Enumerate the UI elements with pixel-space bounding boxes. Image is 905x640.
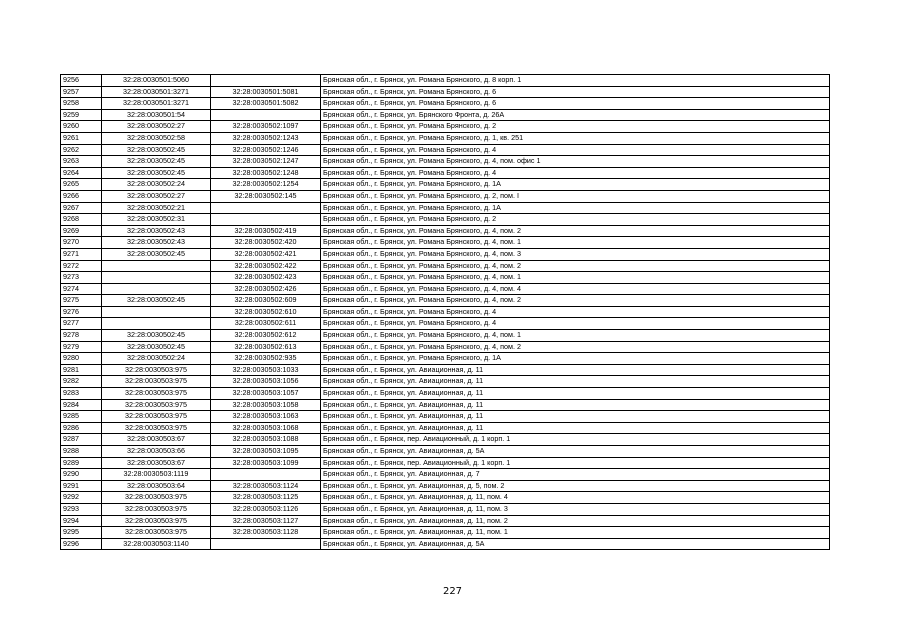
address-cell: Брянская обл., г. Брянск, ул. Брянского Фронта, д. 26А — [321, 109, 830, 121]
address-cell: Брянская обл., г. Брянск, ул. Авиационная, д. 5А — [321, 538, 830, 550]
row-number-cell: 9274 — [61, 283, 102, 295]
table-row — [61, 202, 830, 214]
table-row — [61, 330, 830, 342]
table-row — [61, 156, 830, 168]
cadastral-number-cell: 32:28:0030503:66 — [102, 446, 211, 458]
object-cadastral-number-cell: 32:28:0030503:1099 — [211, 457, 321, 469]
cadastral-number-cell: 32:28:0030502:58 — [102, 132, 211, 144]
object-cadastral-number-cell: 32:28:0030502:421 — [211, 248, 321, 260]
table-row — [61, 144, 830, 156]
row-number-cell: 9277 — [61, 318, 102, 330]
cadastral-number-cell: 32:28:0030503:1140 — [102, 538, 211, 550]
cadastral-number-cell: 32:28:0030503:975 — [102, 411, 211, 423]
object-cadastral-number-cell: 32:28:0030502:610 — [211, 306, 321, 318]
row-number-cell: 9256 — [61, 75, 102, 87]
object-cadastral-number-cell: 32:28:0030502:613 — [211, 341, 321, 353]
table-row — [61, 538, 830, 550]
address-cell: Брянская обл., г. Брянск, ул. Романа Брянского, д. 4, пом. 1 — [321, 330, 830, 342]
cadastral-number-cell — [102, 260, 211, 272]
table-row — [61, 376, 830, 388]
table-row — [61, 527, 830, 539]
row-number-cell: 9281 — [61, 364, 102, 376]
object-cadastral-number-cell: 32:28:0030503:1095 — [211, 446, 321, 458]
object-cadastral-number-cell: 32:28:0030503:1124 — [211, 480, 321, 492]
cadastral-number-cell: 32:28:0030503:975 — [102, 492, 211, 504]
address-cell: Брянская обл., г. Брянск, ул. Авиационная, д. 11 — [321, 411, 830, 423]
object-cadastral-number-cell: 32:28:0030503:1068 — [211, 422, 321, 434]
row-number-cell: 9257 — [61, 86, 102, 98]
row-number-cell: 9283 — [61, 388, 102, 400]
cadastral-number-cell: 32:28:0030501:5060 — [102, 75, 211, 87]
cadastral-number-cell: 32:28:0030503:975 — [102, 376, 211, 388]
address-cell: Брянская обл., г. Брянск, ул. Романа Брянского, д. 1А — [321, 202, 830, 214]
row-number-cell: 9270 — [61, 237, 102, 249]
row-number-cell: 9279 — [61, 341, 102, 353]
object-cadastral-number-cell — [211, 75, 321, 87]
cadastral-number-cell: 32:28:0030502:45 — [102, 167, 211, 179]
row-number-cell: 9267 — [61, 202, 102, 214]
cadastral-number-cell: 32:28:0030503:67 — [102, 457, 211, 469]
object-cadastral-number-cell: 32:28:0030501:5081 — [211, 86, 321, 98]
row-number-cell: 9259 — [61, 109, 102, 121]
table-row — [61, 318, 830, 330]
cadastral-number-cell: 32:28:0030502:43 — [102, 225, 211, 237]
row-number-cell: 9290 — [61, 469, 102, 481]
address-cell: Брянская обл., г. Брянск, ул. Романа Брянского, д. 4 — [321, 318, 830, 330]
row-number-cell: 9265 — [61, 179, 102, 191]
row-number-cell: 9287 — [61, 434, 102, 446]
row-number-cell: 9288 — [61, 446, 102, 458]
row-number-cell: 9272 — [61, 260, 102, 272]
registry-table — [60, 74, 830, 550]
object-cadastral-number-cell: 32:28:0030501:5082 — [211, 98, 321, 110]
cadastral-number-cell: 32:28:0030501:3271 — [102, 86, 211, 98]
address-cell: Брянская обл., г. Брянск, ул. Романа Брянского, д. 1А — [321, 353, 830, 365]
address-cell: Брянская обл., г. Брянск, ул. Романа Брянского, д. 4, пом. 4 — [321, 283, 830, 295]
cadastral-number-cell: 32:28:0030503:975 — [102, 364, 211, 376]
row-number-cell: 9284 — [61, 399, 102, 411]
table-row — [61, 98, 830, 110]
address-cell: Брянская обл., г. Брянск, ул. Романа Брянского, д. 4 — [321, 306, 830, 318]
address-cell: Брянская обл., г. Брянск, ул. Романа Брянского, д. 4, пом. 2 — [321, 225, 830, 237]
row-number-cell: 9262 — [61, 144, 102, 156]
cadastral-number-cell: 32:28:0030502:27 — [102, 121, 211, 133]
object-cadastral-number-cell: 32:28:0030502:1254 — [211, 179, 321, 191]
object-cadastral-number-cell: 32:28:0030502:422 — [211, 260, 321, 272]
object-cadastral-number-cell: 32:28:0030502:419 — [211, 225, 321, 237]
object-cadastral-number-cell: 32:28:0030502:1247 — [211, 156, 321, 168]
page-number: 227 — [442, 586, 463, 597]
object-cadastral-number-cell: 32:28:0030503:1125 — [211, 492, 321, 504]
table-row — [61, 283, 830, 295]
object-cadastral-number-cell: 32:28:0030502:612 — [211, 330, 321, 342]
cadastral-number-cell: 32:28:0030503:975 — [102, 527, 211, 539]
object-cadastral-number-cell: 32:28:0030503:1056 — [211, 376, 321, 388]
table-row — [61, 248, 830, 260]
table-row — [61, 295, 830, 307]
address-cell: Брянская обл., г. Брянск, ул. Авиационная, д. 11, пом. 4 — [321, 492, 830, 504]
table-row — [61, 353, 830, 365]
table-row — [61, 480, 830, 492]
object-cadastral-number-cell: 32:28:0030502:935 — [211, 353, 321, 365]
row-number-cell: 9291 — [61, 480, 102, 492]
cadastral-number-cell: 32:28:0030502:21 — [102, 202, 211, 214]
address-cell: Брянская обл., г. Брянск, ул. Романа Брянского, д. 1, кв. 251 — [321, 132, 830, 144]
object-cadastral-number-cell: 32:28:0030502:609 — [211, 295, 321, 307]
table-row — [61, 260, 830, 272]
cadastral-number-cell: 32:28:0030502:45 — [102, 144, 211, 156]
row-number-cell: 9261 — [61, 132, 102, 144]
object-cadastral-number-cell: 32:28:0030502:426 — [211, 283, 321, 295]
table-row — [61, 132, 830, 144]
cadastral-number-cell — [102, 283, 211, 295]
row-number-cell: 9266 — [61, 190, 102, 202]
table-row — [61, 399, 830, 411]
table-body — [61, 75, 830, 550]
table-row — [61, 179, 830, 191]
address-cell: Брянская обл., г. Брянск, ул. Авиационная, д. 11 — [321, 364, 830, 376]
table-row — [61, 75, 830, 87]
row-number-cell: 9296 — [61, 538, 102, 550]
address-cell: Брянская обл., г. Брянск, ул. Авиационная, д. 5, пом. 2 — [321, 480, 830, 492]
object-cadastral-number-cell: 32:28:0030502:1097 — [211, 121, 321, 133]
cadastral-number-cell: 32:28:0030503:975 — [102, 399, 211, 411]
cadastral-number-cell: 32:28:0030502:24 — [102, 179, 211, 191]
address-cell: Брянская обл., г. Брянск, ул. Романа Брянского, д. 4 — [321, 144, 830, 156]
address-cell: Брянская обл., г. Брянск, ул. Авиационная, д. 11 — [321, 388, 830, 400]
row-number-cell: 9273 — [61, 272, 102, 284]
object-cadastral-number-cell: 32:28:0030503:1058 — [211, 399, 321, 411]
address-cell: Брянская обл., г. Брянск, ул. Романа Брянского, д. 4, пом. 2 — [321, 260, 830, 272]
row-number-cell: 9275 — [61, 295, 102, 307]
cadastral-number-cell — [102, 318, 211, 330]
row-number-cell: 9289 — [61, 457, 102, 469]
cadastral-number-cell: 32:28:0030502:45 — [102, 156, 211, 168]
address-cell: Брянская обл., г. Брянск, ул. Романа Брянского, д. 6 — [321, 98, 830, 110]
cadastral-number-cell: 32:28:0030501:3271 — [102, 98, 211, 110]
address-cell: Брянская обл., г. Брянск, ул. Романа Брянского, д. 4, пом. 1 — [321, 272, 830, 284]
address-cell: Брянская обл., г. Брянск, ул. Авиационная, д. 11 — [321, 399, 830, 411]
table-row — [61, 422, 830, 434]
table-row — [61, 341, 830, 353]
object-cadastral-number-cell: 32:28:0030502:1246 — [211, 144, 321, 156]
object-cadastral-number-cell: 32:28:0030502:1243 — [211, 132, 321, 144]
address-cell: Брянская обл., г. Брянск, пер. Авиационный, д. 1 корп. 1 — [321, 457, 830, 469]
address-cell: Брянская обл., г. Брянск, пер. Авиационный, д. 1 корп. 1 — [321, 434, 830, 446]
address-cell: Брянская обл., г. Брянск, ул. Авиационная, д. 11, пом. 1 — [321, 527, 830, 539]
table-row — [61, 109, 830, 121]
address-cell: Брянская обл., г. Брянск, ул. Романа Брянского, д. 2, пом. I — [321, 190, 830, 202]
cadastral-number-cell: 32:28:0030503:975 — [102, 515, 211, 527]
cadastral-number-cell: 32:28:0030503:64 — [102, 480, 211, 492]
object-cadastral-number-cell — [211, 202, 321, 214]
table-row — [61, 364, 830, 376]
table-row — [61, 86, 830, 98]
address-cell: Брянская обл., г. Брянск, ул. Авиационная, д. 11, пом. 2 — [321, 515, 830, 527]
row-number-cell: 9264 — [61, 167, 102, 179]
address-cell: Брянская обл., г. Брянск, ул. Романа Брянского, д. 2 — [321, 121, 830, 133]
table-row — [61, 272, 830, 284]
cadastral-number-cell: 32:28:0030502:24 — [102, 353, 211, 365]
row-number-cell: 9286 — [61, 422, 102, 434]
object-cadastral-number-cell: 32:28:0030503:1057 — [211, 388, 321, 400]
cadastral-number-cell: 32:28:0030502:45 — [102, 295, 211, 307]
address-cell: Брянская обл., г. Брянск, ул. Романа Брянского, д. 1А — [321, 179, 830, 191]
object-cadastral-number-cell: 32:28:0030502:423 — [211, 272, 321, 284]
row-number-cell: 9263 — [61, 156, 102, 168]
table-row — [61, 167, 830, 179]
cadastral-number-cell: 32:28:0030502:31 — [102, 214, 211, 226]
object-cadastral-number-cell — [211, 214, 321, 226]
row-number-cell: 9293 — [61, 503, 102, 515]
table-row — [61, 121, 830, 133]
table-row — [61, 434, 830, 446]
address-cell: Брянская обл., г. Брянск, ул. Авиационная, д. 11 — [321, 376, 830, 388]
table-row — [61, 457, 830, 469]
object-cadastral-number-cell: 32:28:0030503:1088 — [211, 434, 321, 446]
cadastral-number-cell: 32:28:0030503:1119 — [102, 469, 211, 481]
address-cell: Брянская обл., г. Брянск, ул. Романа Брянского, д. 4, пом. офис 1 — [321, 156, 830, 168]
row-number-cell: 9269 — [61, 225, 102, 237]
table-row — [61, 469, 830, 481]
address-cell: Брянская обл., г. Брянск, ул. Романа Брянского, д. 4, пом. 2 — [321, 295, 830, 307]
table-row — [61, 446, 830, 458]
row-number-cell: 9278 — [61, 330, 102, 342]
row-number-cell: 9271 — [61, 248, 102, 260]
object-cadastral-number-cell: 32:28:0030503:1063 — [211, 411, 321, 423]
row-number-cell: 9282 — [61, 376, 102, 388]
cadastral-number-cell: 32:28:0030502:43 — [102, 237, 211, 249]
table-row — [61, 411, 830, 423]
object-cadastral-number-cell — [211, 109, 321, 121]
row-number-cell: 9292 — [61, 492, 102, 504]
address-cell: Брянская обл., г. Брянск, ул. Романа Брянского, д. 4, пом. 2 — [321, 341, 830, 353]
cadastral-number-cell — [102, 272, 211, 284]
cadastral-number-cell: 32:28:0030501:54 — [102, 109, 211, 121]
object-cadastral-number-cell: 32:28:0030502:145 — [211, 190, 321, 202]
row-number-cell: 9258 — [61, 98, 102, 110]
table-row — [61, 190, 830, 202]
object-cadastral-number-cell: 32:28:0030502:420 — [211, 237, 321, 249]
row-number-cell: 9294 — [61, 515, 102, 527]
row-number-cell: 9280 — [61, 353, 102, 365]
address-cell: Брянская обл., г. Брянск, ул. Романа Брянского, д. 8 корп. 1 — [321, 75, 830, 87]
row-number-cell: 9285 — [61, 411, 102, 423]
object-cadastral-number-cell: 32:28:0030503:1127 — [211, 515, 321, 527]
table-row — [61, 306, 830, 318]
address-cell: Брянская обл., г. Брянск, ул. Авиационная, д. 11, пом. 3 — [321, 503, 830, 515]
address-cell: Брянская обл., г. Брянск, ул. Романа Брянского, д. 4 — [321, 167, 830, 179]
cadastral-number-cell: 32:28:0030502:45 — [102, 330, 211, 342]
row-number-cell: 9260 — [61, 121, 102, 133]
object-cadastral-number-cell: 32:28:0030502:1248 — [211, 167, 321, 179]
cadastral-number-cell: 32:28:0030502:45 — [102, 248, 211, 260]
cadastral-number-cell — [102, 306, 211, 318]
cadastral-number-cell: 32:28:0030502:27 — [102, 190, 211, 202]
address-cell: Брянская обл., г. Брянск, ул. Авиационная, д. 7 — [321, 469, 830, 481]
cadastral-number-cell: 32:28:0030503:67 — [102, 434, 211, 446]
object-cadastral-number-cell — [211, 469, 321, 481]
cadastral-number-cell: 32:28:0030503:975 — [102, 503, 211, 515]
address-cell: Брянская обл., г. Брянск, ул. Романа Брянского, д. 2 — [321, 214, 830, 226]
table-row — [61, 237, 830, 249]
object-cadastral-number-cell: 32:28:0030503:1128 — [211, 527, 321, 539]
table-row — [61, 492, 830, 504]
address-cell: Брянская обл., г. Брянск, ул. Романа Брянского, д. 6 — [321, 86, 830, 98]
object-cadastral-number-cell: 32:28:0030502:611 — [211, 318, 321, 330]
address-cell: Брянская обл., г. Брянск, ул. Авиационная, д. 5А — [321, 446, 830, 458]
cadastral-number-cell: 32:28:0030503:975 — [102, 422, 211, 434]
table-row — [61, 515, 830, 527]
address-cell: Брянская обл., г. Брянск, ул. Романа Брянского, д. 4, пом. 1 — [321, 237, 830, 249]
object-cadastral-number-cell: 32:28:0030503:1033 — [211, 364, 321, 376]
cadastral-number-cell: 32:28:0030502:45 — [102, 341, 211, 353]
object-cadastral-number-cell: 32:28:0030503:1126 — [211, 503, 321, 515]
row-number-cell: 9295 — [61, 527, 102, 539]
address-cell: Брянская обл., г. Брянск, ул. Романа Брянского, д. 4, пом. 3 — [321, 248, 830, 260]
table-row — [61, 388, 830, 400]
object-cadastral-number-cell — [211, 538, 321, 550]
table-row — [61, 225, 830, 237]
table-row — [61, 214, 830, 226]
cadastral-number-cell: 32:28:0030503:975 — [102, 388, 211, 400]
row-number-cell: 9268 — [61, 214, 102, 226]
row-number-cell: 9276 — [61, 306, 102, 318]
table-row — [61, 503, 830, 515]
address-cell: Брянская обл., г. Брянск, ул. Авиационная, д. 11 — [321, 422, 830, 434]
